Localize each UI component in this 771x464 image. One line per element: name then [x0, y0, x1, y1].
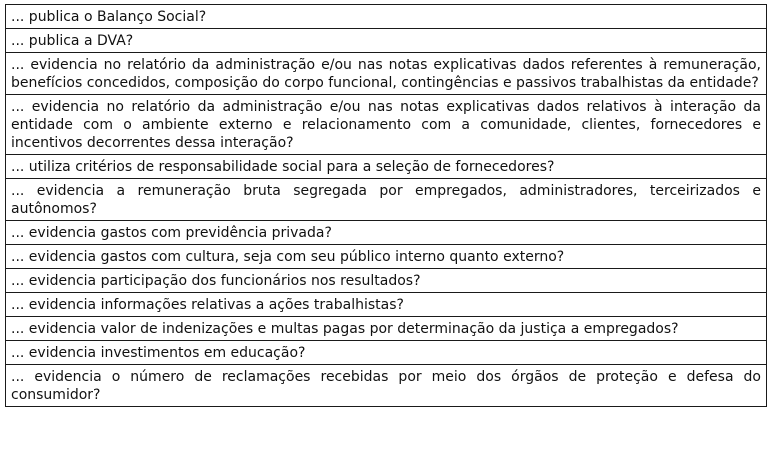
table-row: [6, 53, 767, 95]
table-row: [6, 293, 767, 317]
table-row: [6, 269, 767, 293]
table-cell: ... evidencia valor de indenizações e multas pagas por determinação da justiça a empregados?: [6, 317, 767, 341]
table-row: [6, 29, 767, 53]
table-cell: ... publica o Balanço Social?: [6, 5, 767, 29]
checklist-table: [5, 4, 767, 407]
table-row: [6, 341, 767, 365]
checklist-table-container: [5, 4, 767, 407]
table-row: [6, 179, 767, 221]
table-row: [6, 245, 767, 269]
table-cell: ... evidencia a remuneração bruta segregada por empregados, administradores, terceirizados e autônomos?: [6, 179, 767, 221]
table-cell: ... evidencia no relatório da administração e/ou nas notas explicativas dados referentes à remuneração, benefícios concedidos, composição do corpo funcional, contingências e passivos trabalhistas da entidade?: [6, 53, 767, 95]
table-cell: ... evidencia informações relativas a ações trabalhistas?: [6, 293, 767, 317]
table-cell: ... evidencia gastos com cultura, seja com seu público interno quanto externo?: [6, 245, 767, 269]
table-cell: ... utiliza critérios de responsabilidade social para a seleção de fornecedores?: [6, 155, 767, 179]
table-cell: ... evidencia participação dos funcionários nos resultados?: [6, 269, 767, 293]
table-cell: ... evidencia gastos com previdência privada?: [6, 221, 767, 245]
table-row: [6, 221, 767, 245]
table-cell: ... publica a DVA?: [6, 29, 767, 53]
table-row: [6, 5, 767, 29]
table-row: [6, 155, 767, 179]
table-cell: ... evidencia no relatório da administração e/ou nas notas explicativas dados relativos à interação da entidade com o ambiente externo e relacionamento com a comunidade, clientes, fornecedores e incentivos decorrentes dessa interação?: [6, 95, 767, 155]
table-row: [6, 317, 767, 341]
table-cell: ... evidencia o número de reclamações recebidas por meio dos órgãos de proteção e defesa do consumidor?: [6, 365, 767, 407]
table-cell: ... evidencia investimentos em educação?: [6, 341, 767, 365]
table-row: [6, 365, 767, 407]
table-row: [6, 95, 767, 155]
